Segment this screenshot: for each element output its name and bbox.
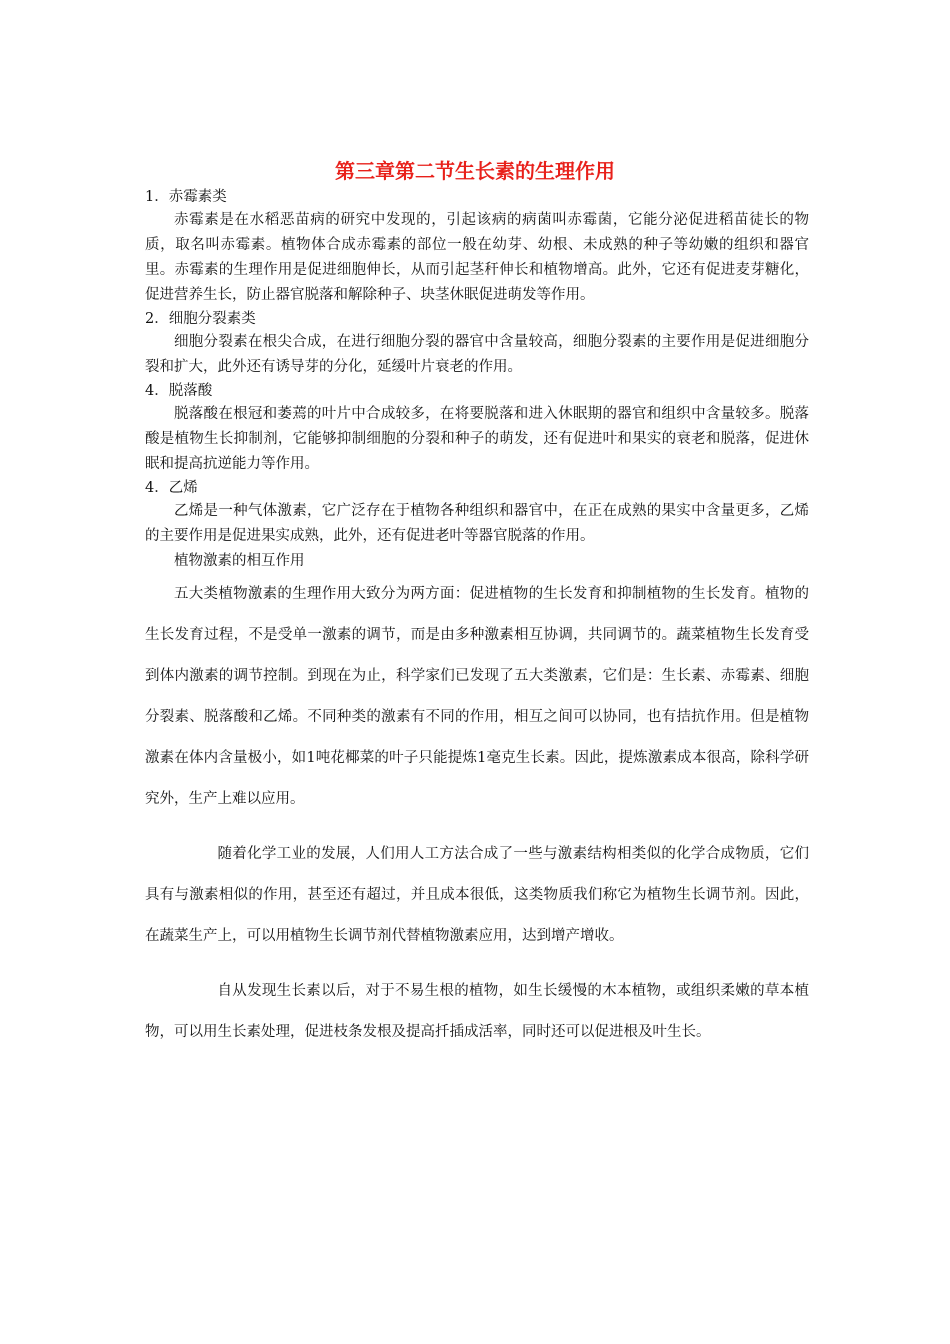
interaction-paragraph-2: 随着化学工业的发展，人们用人工方法合成了一些与激素结构相类似的化学合成物质，它们具有与激素相似的作用，甚至还有超过，并且成本很低，这类物质我们称它为植物生长调节剂。因此，在蔬菜生产上，可以用植物生长调节剂代替植物激素应用，达到增产增收。 bbox=[145, 846, 809, 944]
section-text-gibberellin: 赤霉素是在水稻恶苗病的研究中发现的，引起该病的病菌叫赤霉菌，它能分泌促进稻苗徒长的物质，取名叫赤霉素。植物体合成赤霉素的部位一般在幼芽、幼根、未成熟的种子等幼嫩的组织和器官里。赤霉素的生理作用是促进细胞伸长，从而引起茎秆伸长和植物增高。此外，它还有促进麦芽糖化，促进营养生长，防止器官脱落和解除种子、块茎休眠促进萌发等作用。 bbox=[145, 212, 809, 303]
interaction-paragraph-1: 五大类植物激素的生理作用大致分为两方面：促进植物的生长发育和抑制植物的生长发育。植物的生长发育过程，不是受单一激素的调节，而是由多种激素相互协调，共同调节的。蔬菜植物生长发育受到体内激素的调节控制。到现在为止，科学家们已发现了五大类激素，它们是：生长素、赤霉素、细胞分裂素、脱落酸和乙烯。不同种类的激素有不同的作用，相互之间可以协同，也有拮抗作用。但是植物激素在体内含量极小，如1吨花椰菜的叶子只能提炼1毫克生长素。因此，提炼激素成本很高，除科学研究外，生产上难以应用。 bbox=[145, 586, 809, 807]
section-text-cytokinin: 细胞分裂素在根尖合成，在进行细胞分裂的器官中含量较高，细胞分裂素的主要作用是促进细胞分裂和扩大，此外还有诱导芽的分化，延缓叶片衰老的作用。 bbox=[145, 334, 809, 375]
section-heading-abscisic-acid: 4．脱落酸 bbox=[145, 383, 213, 399]
interaction-paragraph-3: 自从发现生长素以后，对于不易生根的植物，如生长缓慢的木本植物，或组织柔嫩的草本植物，可以用生长素处理，促进枝条发根及提高扦插成活率，同时还可以促进根及叶生长。 bbox=[145, 983, 809, 1040]
section-heading-cytokinin: 2．细胞分裂素类 bbox=[145, 311, 256, 327]
section-heading-gibberellin: 1．赤霉素类 bbox=[145, 189, 227, 205]
section-text-abscisic-acid: 脱落酸在根冠和萎蔫的叶片中合成较多，在将要脱落和进入休眠期的器官和组织中含量较多。脱落酸是植物生长抑制剂，它能够抑制细胞的分裂和种子的萌发，还有促进叶和果实的衰老和脱落，促进休眠和提高抗逆能力等作用。 bbox=[145, 406, 809, 472]
page-title: 第三章第二节生长素的生理作用 bbox=[335, 159, 615, 183]
document-body bbox=[145, 186, 809, 1053]
section-text-ethylene: 乙烯是一种气体激素，它广泛存在于植物各种组织和器官中，在正在成熟的果实中含量更多，乙烯的主要作用是促进果实成熟，此外，还有促进老叶等器官脱落的作用。 bbox=[145, 503, 809, 544]
interaction-subheading: 植物激素的相互作用 bbox=[174, 553, 305, 569]
section-heading-ethylene: 4．乙烯 bbox=[145, 480, 198, 496]
